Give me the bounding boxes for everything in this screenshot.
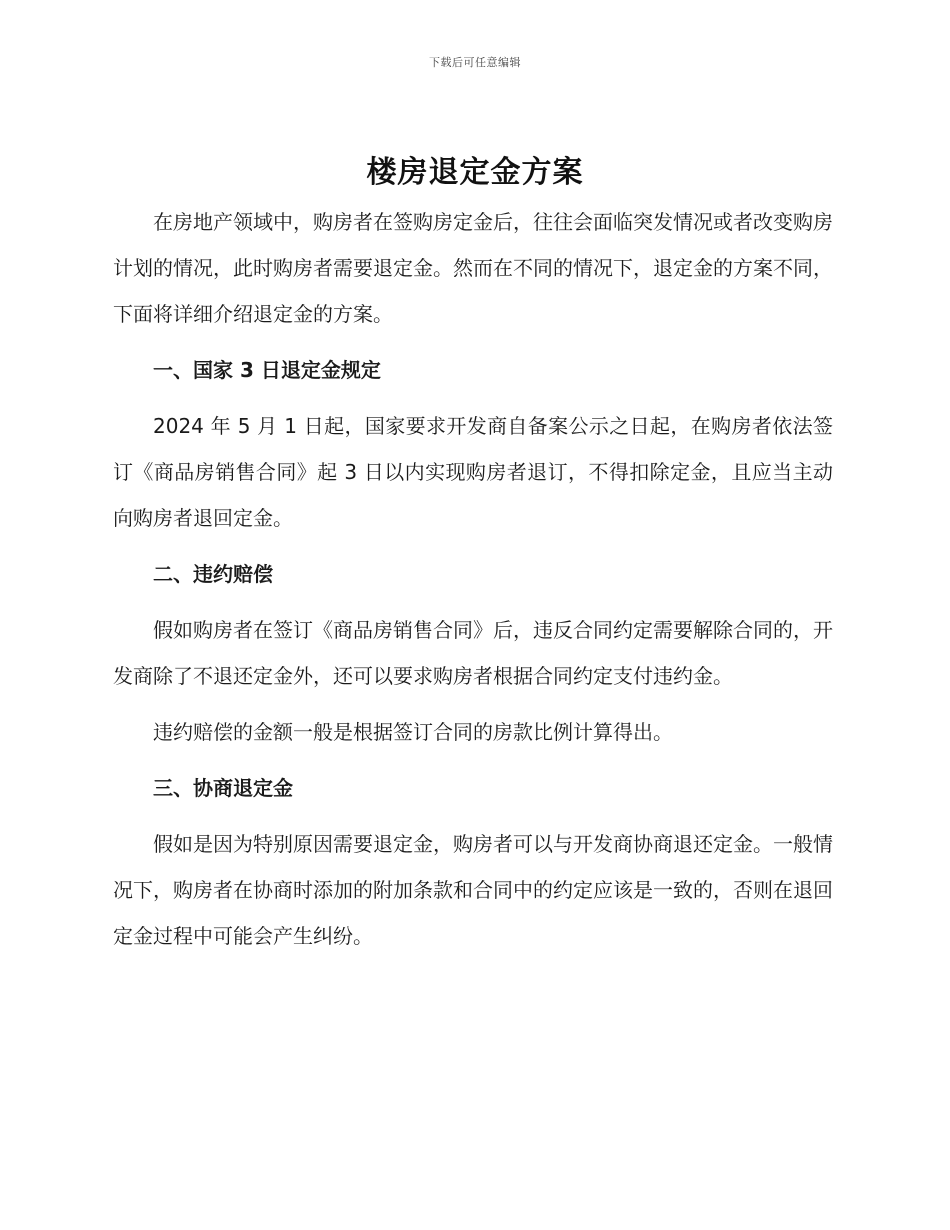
section-heading-3: 三、协商退定金 <box>153 776 293 800</box>
section-2-paragraph-1: 假如购房者在签订《商品房销售合同》后，违反合同约定需要解除合同的，开发商除了不退还定金外，还可以要求购房者根据合同约定支付违约金。 <box>113 618 833 688</box>
intro-paragraph: 在房地产领域中，购房者在签购房定金后，往往会面临突发情况或者改变购房计划的情况，此时购房者需要退定金。然而在不同的情况下，退定金的方案不同，下面将详细介绍退定金的方案。 <box>113 210 833 326</box>
section-heading-2: 二、违约赔偿 <box>153 562 273 586</box>
document-title: 楼房退定金方案 <box>366 155 584 190</box>
section-3-paragraph-1: 假如是因为特别原因需要退定金，购房者可以与开发商协商退还定金。一般情况下，购房者在协商时添加的附加条款和合同中的约定应该是一致的，否则在退回定金过程中可能会产生纠纷。 <box>113 832 833 948</box>
section-heading-1: 一、国家 3 日退定金规定 <box>153 358 381 382</box>
section-1-paragraph-1: 2024 年 5 月 1 日起，国家要求开发商自备案公示之日起，在购房者依法签订《商品房销售合同》起 3 日以内实现购房者退订，不得扣除定金，且应当主动向购房者退回定金。 <box>113 414 833 530</box>
page-header-note: 下载后可任意编辑 <box>429 56 521 69</box>
section-2-paragraph-2: 违约赔偿的金额一般是根据签订合同的房款比例计算得出。 <box>153 720 673 744</box>
document-body <box>113 199 833 959</box>
